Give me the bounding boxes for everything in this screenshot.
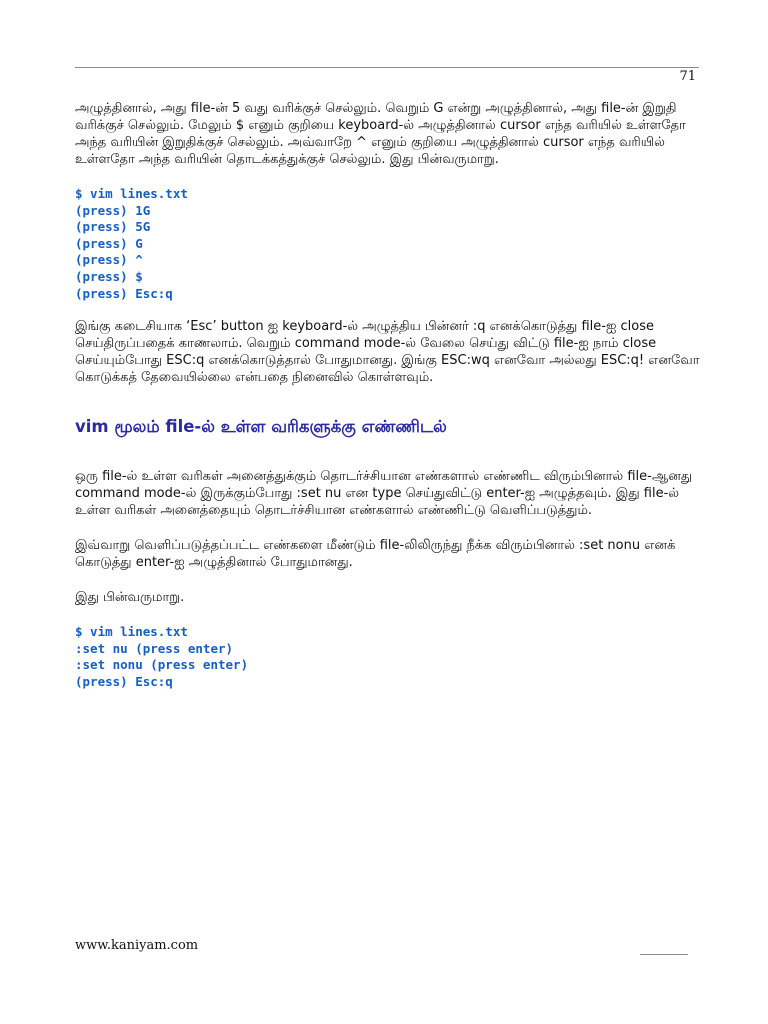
- paragraph-3: ஒரு file-ல் உள்ள வரிகள் அனைத்துக்கும் தொடர்ச்சியான எண்களால் எண்ணிட விரும்பினால் file-ஆனது command mode-ல் இருக்கும்போது :set nu என type செய்துவிட்டு enter-ஐ அழுத்தவும். இது file-ல் உள்ள வரிகள் அனைத்தையும் தொடர்ச்சியான எண்களால் எண்ணிட்டு வெளிப்படுத்தும்.: [75, 469, 693, 519]
- code-line: :set nu (press enter): [75, 640, 234, 656]
- code-block-1: [75, 186, 705, 302]
- footer-site-link[interactable]: www.kaniyam.com: [75, 938, 199, 953]
- section-heading: vim மூலம் file-ல் உள்ள வரிகளுக்கு எண்ணிடல்: [75, 417, 447, 437]
- page-number: 71: [679, 69, 696, 84]
- paragraph-5: இது பின்வருமாறு.: [75, 590, 185, 606]
- code-line: (press) ^: [75, 252, 143, 268]
- code-line: (press) G: [75, 235, 143, 251]
- code-line: $ vim lines.txt: [75, 624, 188, 640]
- header-rule: [75, 67, 699, 68]
- code-line: (press) $: [75, 268, 143, 284]
- code-line: :set nonu (press enter): [75, 657, 249, 673]
- paragraph-1: அழுத்தினால், அது file-ன் 5 வது வரிக்குச் செல்லும். வெறும் G என்று அழுத்தினால், அது file-ன் இறுதி வரிக்குச் செல்லும். மேலும் $ எனும் குறியை keyboard-ல் அழுத்தினால் cursor எந்த வரியில் உள்ளதோ அந்த வரியின் இறுதிக்குச் செல்லும். அவ்வாறே ^ எனும் குறியை அழுத்தினால் cursor எந்த வரியில் உள்ளதோ அந்த வரியின் தொடக்கத்துக்குச் செல்லும். இது பின்வருமாறு.: [75, 101, 686, 167]
- code-line: (press) Esc:q: [75, 285, 173, 301]
- code-block-2: [75, 624, 705, 690]
- page-content: [75, 100, 705, 691]
- code-line: (press) 5G: [75, 219, 151, 235]
- paragraph-4: இவ்வாறு வெளிப்படுத்தப்பட்ட எண்களை மீண்டும் file-லிலிருந்து நீக்க விரும்பினால் :set nonu எனக் கொடுத்து enter-ஐ அழுத்தினால் போதுமானது.: [75, 538, 676, 571]
- code-line: (press) Esc:q: [75, 673, 173, 689]
- footer-rule: [640, 954, 688, 955]
- code-line: (press) 1G: [75, 202, 151, 218]
- code-line: $ vim lines.txt: [75, 186, 188, 201]
- paragraph-2: இங்கு கடைசியாக ‘Esc’ button ஐ keyboard-ல் அழுத்திய பின்னர் :q எனக்கொடுத்து file-ஐ close செய்திருப்பதைக் காணலாம். வெறும் command mode-ல் வேலை செய்து விட்டு file-ஐ நாம் close செய்யும்போது ESC:q எனக்கொடுத்தால் போதுமானது. இங்கு ESC:wq எனவோ அல்லது ESC:q! எனவோ கொடுக்கத் தேவையில்லை என்பதை நினைவில் கொள்ளவும்.: [75, 319, 700, 386]
